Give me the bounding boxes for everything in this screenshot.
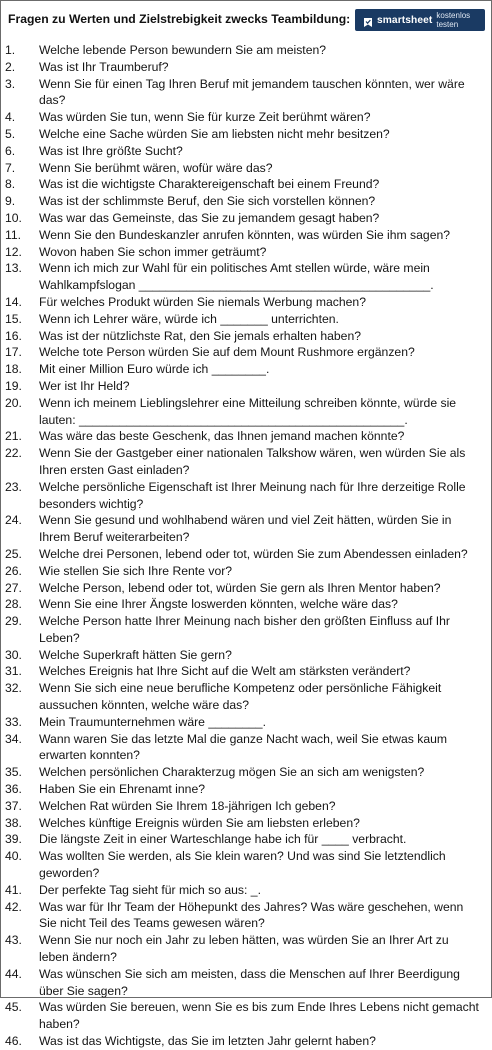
question-item <box>1 260 491 294</box>
question-item <box>1 160 491 177</box>
question-number: 17. <box>5 345 22 360</box>
question-number: 20. <box>5 395 22 410</box>
question-text: Wenn Sie für einen Tag Ihren Beruf mit jemandem tauschen könnten, wer wäre das? <box>39 76 465 108</box>
question-text: Welche lebende Person bewundern Sie am meisten? <box>39 43 327 57</box>
trial-label: kostenlos testen <box>436 11 471 29</box>
document-title: Fragen zu Werten und Zielstrebigkeit zwecks Teambildung: <box>8 12 351 26</box>
question-item <box>1 613 491 647</box>
question-text: Welche Person, lebend oder tot, würden Sie gern als Ihren Mentor haben? <box>39 580 441 595</box>
question-number: 31. <box>5 664 22 679</box>
question-text: Welches Ereignis hat Ihre Sicht auf die Welt am stärksten verändert? <box>39 664 411 679</box>
question-item <box>1 1033 491 1050</box>
question-item <box>1 176 491 193</box>
question-text: Welche Person hatte Ihrer Meinung nach bisher den größten Einfluss auf Ihr Leben? <box>39 614 450 645</box>
question-item <box>1 663 491 680</box>
question-number: 37. <box>5 798 22 813</box>
smartsheet-trial-button[interactable] <box>355 9 485 31</box>
question-number: 23. <box>5 479 22 494</box>
question-text: Was ist das Wichtigste, das Sie im letzten Jahr gelernt haben? <box>39 1034 376 1049</box>
question-item <box>1 999 491 1033</box>
question-text: Was wäre das beste Geschenk, das Ihnen jemand machen könnte? <box>39 429 405 444</box>
question-number: 30. <box>5 647 22 662</box>
question-item <box>1 831 491 848</box>
question-item <box>1 731 491 765</box>
question-text: Was ist die wichtigste Charaktereigenschaft bei einem Freund? <box>39 177 380 192</box>
question-item <box>1 680 491 714</box>
question-text: Was ist Ihre größte Sucht? <box>39 143 183 158</box>
question-item <box>1 395 491 429</box>
question-item <box>1 899 491 933</box>
question-item <box>1 76 491 110</box>
question-item <box>1 193 491 210</box>
question-text: Was wollten Sie werden, als Sie klein waren? Und was sind Sie letztendlich geworden? <box>39 849 446 881</box>
question-item <box>1 512 491 546</box>
question-item <box>1 647 491 664</box>
question-number: 4. <box>5 110 16 125</box>
question-text: Was würden Sie bereuen, wenn Sie es bis zum Ende Ihres Lebens nicht gemacht haben? <box>39 1000 479 1032</box>
question-number: 38. <box>5 815 22 830</box>
question-number: 29. <box>5 614 22 629</box>
question-item <box>1 966 491 1000</box>
question-number: 10. <box>5 210 22 225</box>
question-number: 3. <box>5 76 16 91</box>
question-item <box>1 848 491 882</box>
question-item <box>1 815 491 832</box>
question-text: Was wünschen Sie sich am meisten, dass die Menschen auf Ihrer Beerdigung über Sie sagen? <box>39 966 460 998</box>
question-text: Was war für Ihr Team der Höhepunkt des Jahres? Was wäre geschehen, wenn Sie nicht Teil des Teams gewesen wären? <box>39 899 464 931</box>
question-text: Welche Superkraft hätten Sie gern? <box>39 647 232 662</box>
question-item <box>1 227 491 244</box>
question-item <box>1 42 491 59</box>
question-number: 21. <box>5 429 22 444</box>
question-item <box>1 294 491 311</box>
question-number: 7. <box>5 160 16 175</box>
question-number: 25. <box>5 546 22 561</box>
question-item <box>1 361 491 378</box>
question-number: 14. <box>5 294 22 309</box>
question-item <box>1 764 491 781</box>
question-number: 15. <box>5 311 22 326</box>
question-text: Für welches Produkt würden Sie niemals Werbung machen? <box>39 294 366 309</box>
question-text: Wenn ich Lehrer wäre, würde ich _______ unterrichten. <box>39 311 339 326</box>
question-item <box>1 126 491 143</box>
question-text: Wenn Sie der Gastgeber einer nationalen Talkshow wären, wen würden Sie als Ihren ersten Gast einladen? <box>39 446 466 477</box>
question-number: 16. <box>5 328 22 343</box>
question-item <box>1 781 491 798</box>
question-number: 22. <box>5 446 22 461</box>
question-item <box>1 109 491 126</box>
question-number: 46. <box>5 1034 22 1049</box>
question-text: Wenn Sie den Bundeskanzler anrufen könnten, was würden Sie ihm sagen? <box>39 227 451 242</box>
document-header <box>1 1 491 37</box>
question-text: Wenn ich meinem Lieblingslehrer eine Mitteilung schreiben könnte, würde sie lauten: ________________________________________________. <box>39 395 457 427</box>
question-number: 24. <box>5 513 22 528</box>
question-item <box>1 445 491 479</box>
question-number: 42. <box>5 899 22 914</box>
question-item <box>1 479 491 513</box>
question-number: 43. <box>5 933 22 948</box>
question-text: Welche eine Sache würden Sie am liebsten nicht mehr besitzen? <box>39 126 390 141</box>
question-item <box>1 596 491 613</box>
question-text: Wenn Sie gesund und wohlhabend wären und viel Zeit hätten, würden Sie in Ihrem Beruf weiterarbeiten? <box>39 513 452 545</box>
smartsheet-brand-label: smartsheet <box>377 14 433 26</box>
question-item <box>1 311 491 328</box>
question-item <box>1 546 491 563</box>
question-number: 1. <box>5 43 16 57</box>
question-number: 32. <box>5 681 22 696</box>
question-text: Was ist der nützlichste Rat, den Sie jemals erhalten haben? <box>39 328 362 343</box>
question-item <box>1 580 491 597</box>
question-item <box>1 378 491 395</box>
question-item <box>1 428 491 445</box>
question-text: Mit einer Million Euro würde ich ________. <box>39 362 270 377</box>
question-number: 45. <box>5 1000 22 1015</box>
question-text: Was ist Ihr Traumberuf? <box>39 59 169 74</box>
question-item <box>1 328 491 345</box>
question-number: 18. <box>5 362 22 377</box>
question-text: Welches künftige Ereignis würden Sie am liebsten erleben? <box>39 815 360 830</box>
question-text: Wovon haben Sie schon immer geträumt? <box>39 244 267 259</box>
question-number: 6. <box>5 143 16 158</box>
question-text: Was war das Gemeinste, das Sie zu jemandem gesagt haben? <box>39 210 380 225</box>
question-number: 44. <box>5 966 22 981</box>
question-number: 34. <box>5 731 22 746</box>
question-text: Wenn Sie berühmt wären, wofür wäre das? <box>39 160 273 175</box>
question-number: 39. <box>5 832 22 847</box>
question-item <box>1 714 491 731</box>
question-list <box>1 42 491 1050</box>
question-text: Was ist der schlimmste Beruf, den Sie sich vorstellen können? <box>39 194 376 209</box>
smartsheet-check-logo-icon <box>363 15 373 26</box>
question-text: Wenn ich mich zur Wahl für ein politisches Amt stellen würde, wäre mein Wahlkampfslogan ___________________________________________. <box>39 261 434 293</box>
question-text: Wenn Sie nur noch ein Jahr zu leben hätten, was würden Sie an Ihrer Art zu leben ändern? <box>39 933 449 965</box>
question-item <box>1 143 491 160</box>
question-number: 5. <box>5 126 16 141</box>
question-text: Wenn Sie eine Ihrer Ängste loswerden könnten, welche wäre das? <box>39 597 398 612</box>
question-text: Die längste Zeit in einer Warteschlange habe ich für ____ verbracht. <box>39 832 407 847</box>
question-text: Der perfekte Tag sieht für mich so aus: _. <box>39 882 261 897</box>
question-number: 19. <box>5 378 22 393</box>
question-text: Wenn Sie sich eine neue berufliche Kompetenz oder persönliche Fähigkeit aussuchen könnten, welche wäre das? <box>39 681 442 713</box>
question-number: 2. <box>5 59 16 74</box>
question-number: 11. <box>5 227 22 242</box>
question-number: 9. <box>5 194 16 209</box>
question-item <box>1 244 491 261</box>
question-number: 13. <box>5 261 22 276</box>
question-item <box>1 59 491 76</box>
question-number: 27. <box>5 580 22 595</box>
question-number: 28. <box>5 597 22 612</box>
question-text: Welche drei Personen, lebend oder tot, würden Sie zum Abendessen einladen? <box>39 546 468 561</box>
question-item <box>1 344 491 361</box>
question-text: Haben Sie ein Ehrenamt inne? <box>39 782 205 797</box>
question-item <box>1 932 491 966</box>
question-number: 35. <box>5 765 22 780</box>
question-text: Was würden Sie tun, wenn Sie für kurze Zeit berühmt wären? <box>39 110 371 125</box>
question-number: 33. <box>5 714 22 729</box>
question-number: 26. <box>5 563 22 578</box>
question-text: Wer ist Ihr Held? <box>39 378 130 393</box>
question-number: 40. <box>5 849 22 864</box>
question-text: Welche tote Person würden Sie auf dem Mount Rushmore ergänzen? <box>39 345 415 360</box>
question-text: Wann waren Sie das letzte Mal die ganze Nacht wach, weil Sie etwas kaum erwarten konnten? <box>39 731 448 763</box>
question-text: Mein Traumunternehmen wäre ________. <box>39 714 266 729</box>
question-item <box>1 882 491 899</box>
question-text: Welche persönliche Eigenschaft ist Ihrer Meinung nach für Ihre derzeitige Rolle besonders wichtig? <box>39 479 466 511</box>
question-item <box>1 210 491 227</box>
question-item <box>1 798 491 815</box>
question-number: 8. <box>5 177 16 192</box>
question-number: 41. <box>5 882 22 897</box>
question-text: Welchen persönlichen Charakterzug mögen Sie an sich am wenigsten? <box>39 765 425 780</box>
question-text: Wie stellen Sie sich Ihre Rente vor? <box>39 563 233 578</box>
question-number: 36. <box>5 782 22 797</box>
question-item <box>1 563 491 580</box>
question-text: Welchen Rat würden Sie Ihrem 18-jährigen Ich geben? <box>39 798 336 813</box>
question-number: 12. <box>5 244 22 259</box>
